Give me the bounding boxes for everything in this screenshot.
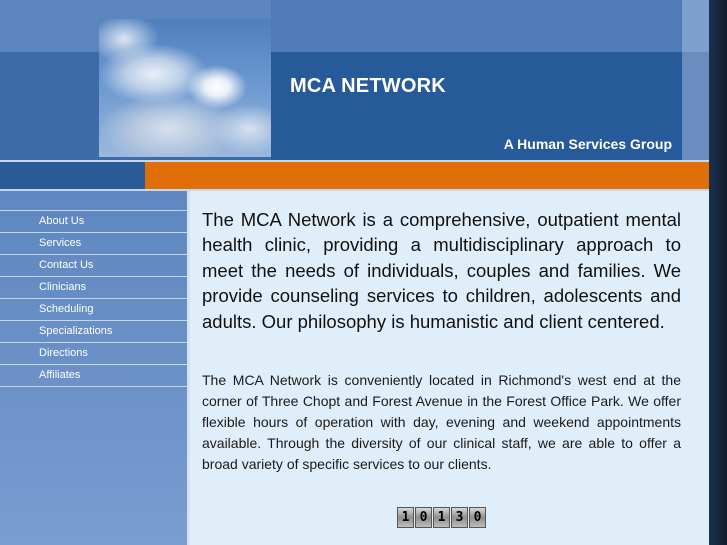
nav-item-scheduling[interactable]: Scheduling xyxy=(0,299,187,321)
sky-clouds-image xyxy=(99,19,271,157)
counter-digit: 3 xyxy=(451,507,468,528)
counter-digit: 1 xyxy=(433,507,450,528)
nav-item-directions[interactable]: Directions xyxy=(0,343,187,365)
counter-digit: 0 xyxy=(415,507,432,528)
accent-bar-blue xyxy=(0,162,145,189)
nav-item-services[interactable]: Services xyxy=(0,233,187,255)
header-title-top-band xyxy=(271,0,709,52)
hit-counter xyxy=(397,507,486,528)
site-title: MCA NETWORK xyxy=(290,75,446,97)
site-header xyxy=(0,0,709,161)
page-right-edge xyxy=(709,0,727,545)
nav-item-clinicians[interactable]: Clinicians xyxy=(0,277,187,299)
accent-bar-orange xyxy=(145,162,709,189)
sidebar-nav xyxy=(0,210,187,387)
header-right-stripe-top xyxy=(682,0,709,52)
site-tagline: A Human Services Group xyxy=(503,136,672,152)
counter-digit: 0 xyxy=(469,507,486,528)
location-paragraph: The MCA Network is conveniently located in Richmond's west end at the corner of Three Chopt and Forest Avenue in the Forest Office Park. We offer flexible hours of operation with day, evening and weekend appointments available. Through the diversity of our clinical staff, we are able to offer a broad variety of specific services to our clients. xyxy=(202,372,681,472)
nav-item-contact-us[interactable]: Contact Us xyxy=(0,255,187,277)
nav-item-affiliates[interactable]: Affiliates xyxy=(0,365,187,387)
nav-item-about-us[interactable]: About Us xyxy=(0,211,187,233)
nav-item-specializations[interactable]: Specializations xyxy=(0,321,187,343)
intro-text: The MCA Network is a comprehensive, outpatient mental health clinic, providing a multidisciplinary approach to meet the needs of individuals, couples and families. We provide counseling services to children, adolescents and adults. Our philosophy is humanistic and client centered. xyxy=(202,209,681,332)
counter-digit: 1 xyxy=(397,507,414,528)
